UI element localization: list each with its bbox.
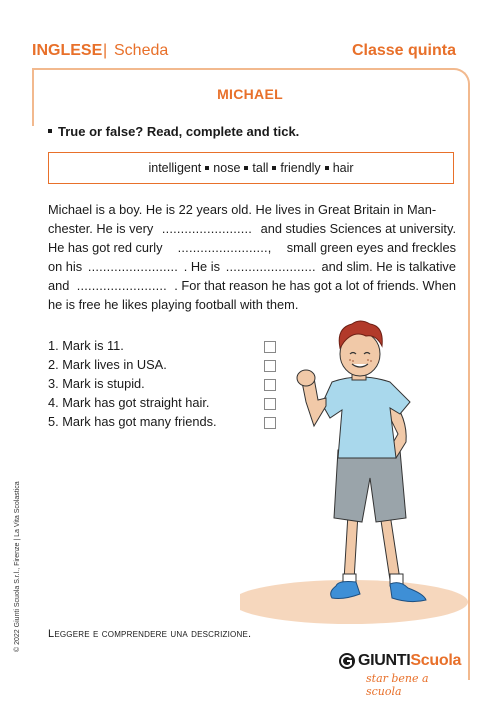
blank-field[interactable]: ........................ xyxy=(87,259,178,274)
reading-text xyxy=(48,200,456,314)
copyright-text: © 2022 Giunti Scuola S.r.l., Firenze | La Vita Scolastica xyxy=(14,481,21,652)
skill-label: Leggere e comprendere una descrizione. xyxy=(48,628,252,640)
publisher-brand xyxy=(336,650,466,698)
bullet-icon xyxy=(244,166,248,170)
class-label: Classe quinta xyxy=(351,42,456,59)
bullet-icon xyxy=(272,166,276,170)
subject-label: INGLESE xyxy=(32,42,103,59)
blank-field[interactable]: ........................ xyxy=(225,259,316,274)
statement-text: 4. Mark has got straight hair. xyxy=(48,395,210,410)
text-segment: . He is xyxy=(183,259,220,274)
word-box xyxy=(48,152,454,184)
blank-field[interactable]: ........................ xyxy=(161,221,253,236)
page-header xyxy=(32,42,462,66)
text-line xyxy=(48,295,456,314)
brand-tagline: star bene a scuola xyxy=(366,672,429,698)
text-segment: on his xyxy=(48,259,83,274)
word-item: friendly xyxy=(280,161,321,175)
text-segment: . For that reason he has got a lot of friends. When xyxy=(174,278,456,293)
text-segment: small green eyes and freckles xyxy=(286,240,456,255)
statement-text: 1. Mark is 11. xyxy=(48,338,124,353)
text-segment: and slim. He is talkative xyxy=(321,259,456,274)
text-line xyxy=(48,238,456,257)
brand-name xyxy=(358,652,461,670)
sheet-label: Scheda xyxy=(114,42,169,59)
instruction-text: True or false? Read, complete and tick. xyxy=(58,124,300,139)
text-line xyxy=(48,219,456,238)
blank-field[interactable]: ........................, xyxy=(177,240,272,255)
statement-text: 3. Mark is stupid. xyxy=(48,376,145,391)
text-line xyxy=(48,200,456,219)
text-segment: and studies Sciences at university. xyxy=(260,221,456,236)
word-item: nose xyxy=(213,161,241,175)
header-separator: | xyxy=(103,42,108,59)
statement-text: 2. Mark lives in USA. xyxy=(48,357,167,372)
word-item: intelligent xyxy=(148,161,202,175)
text-segment: and xyxy=(48,278,70,293)
text-segment: Michael is a boy. He is 22 years old. He lives in Great Britain in Man- xyxy=(48,202,437,217)
boy-standing-icon xyxy=(240,318,480,628)
brand-name-part1: GIUNTI xyxy=(358,652,411,669)
word-item: tall xyxy=(252,161,269,175)
text-line xyxy=(48,257,456,276)
text-segment: He has got red curly xyxy=(48,240,163,255)
page-title: MICHAEL xyxy=(217,86,283,102)
bullet-icon xyxy=(325,166,329,170)
blank-field[interactable]: ........................ xyxy=(76,278,167,293)
brand-name-part2: Scuola xyxy=(410,652,462,669)
bullet-icon xyxy=(48,129,52,133)
statement-text: 5. Mark has got many friends. xyxy=(48,414,217,429)
exercise-instruction xyxy=(48,124,299,139)
word-item: hair xyxy=(332,161,354,175)
text-segment: chester. He is very xyxy=(48,221,154,236)
bullet-icon xyxy=(205,166,209,170)
boy-illustration xyxy=(240,318,480,628)
giunti-g-logo-icon xyxy=(338,652,356,670)
text-line xyxy=(48,276,456,295)
text-segment: he is free he likes playing football with them. xyxy=(48,297,299,312)
